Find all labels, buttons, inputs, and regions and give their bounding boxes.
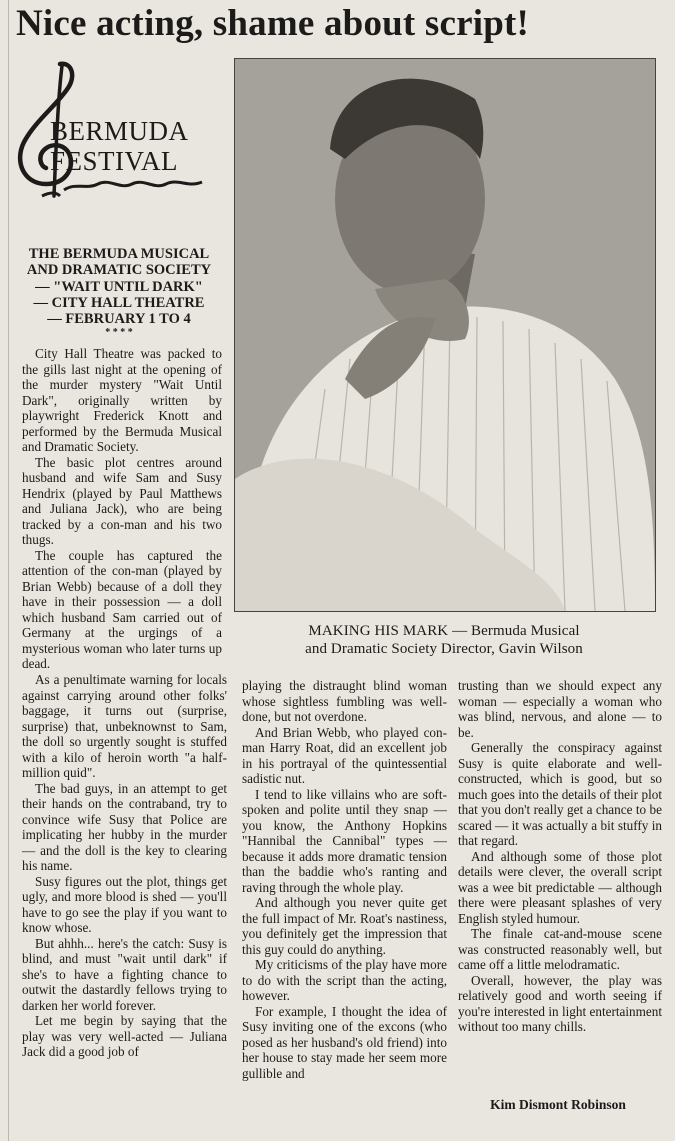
logo-line-2: FESTIVAL (50, 146, 179, 176)
paragraph: trusting than we should expect any woman — especially a woman who was blind, nervous, and alone — to be. (458, 678, 662, 740)
portrait-image (235, 59, 655, 611)
photo-caption (234, 622, 654, 658)
subheading-line: THE BERMUDA MUSICAL (28, 246, 210, 262)
paragraph: Overall, however, the play was relatively good and worth seeing if you're interested in light entertainment without too many chills. (458, 972, 662, 1034)
adjacent-column-edge (0, 0, 9, 1141)
bermuda-festival-logo (12, 58, 212, 198)
paragraph: The finale cat-and-mouse scene was constructed reasonably well, but came off a little melodramatic. (458, 926, 662, 972)
article-column-2 (242, 678, 447, 1081)
byline: Kim Dismont Robinson (490, 1097, 626, 1112)
director-photo (234, 58, 656, 612)
paragraph: Generally the conspiracy against Susy is quite elaborate and well-constructed, which is good, but so much goes into the details of their plot that you don't really get a chance to be scared — it was actually a bit stuffy in that regard. (458, 740, 662, 848)
paragraph: The couple has captured the attention of the con-man (played by Brian Webb) because of a doll they have in their possession — a doll which husband Sam carried out of Germany at the urgings of a mysterious woman who later turns up dead. (22, 547, 222, 671)
paragraph: Susy figures out the plot, things get ugly, and more blood is shed — you'll have to go see the play if you want to know whose. (22, 873, 227, 935)
paragraph: The basic plot centres around husband and wife Sam and Susy Hendrix (played by Paul Matthews and Juliana Jack), who are being tracked by a con-man and his two thugs. (22, 454, 222, 547)
subheading-line: — CITY HALL THEATRE (33, 294, 205, 311)
subheading-stars: * * * * (105, 327, 133, 339)
paragraph: And although you never quite get the full impact of Mr. Roat's nastiness, you definitely get the impression that this guy could do anything. (242, 895, 447, 957)
article-column-3 (458, 678, 662, 1035)
paragraph: For example, I thought the idea of Susy inviting one of the excons (who posed as her husband's old friend) into her house to stay made her seem more gullible and (242, 1003, 447, 1081)
article-subheading (18, 246, 220, 339)
paragraph: As a penultimate warning for locals against carrying around other folks' baggage, it turns out (surprise, surprise) that, unbeknownst to Sam, the doll so urgently sought is stuffed with a kilo of heroin worth "a half-million quid". (22, 672, 227, 780)
subheading-line: — FEBRUARY 1 TO 4 (47, 311, 191, 328)
paragraph: The bad guys, in an attempt to get their hands on the contraband, try to convince wife Susy that Police are implicating her hubby in the murder — and the doll is the key to clearing his name. (22, 780, 227, 873)
logo-line-1: BERMUDA (50, 116, 189, 146)
adjacent-column-edge-right (665, 0, 675, 1141)
paragraph: And Brian Webb, who played con-man Harry Roat, did an excellent job in his portrayal of the quintessential sadistic nut. (242, 724, 447, 786)
paragraph: playing the distraught blind woman whose sightless fumbling was well-done, but not overdone. (242, 678, 447, 724)
paragraph: But ahhh... here's the catch: Susy is blind, and must "wait until dark" if she's to have a fighting chance to outwit the dastardly fellows trying to darken her world forever. (22, 935, 227, 1013)
paragraph: My criticisms of the play have more to do with the script than the acting, however. (242, 957, 447, 1003)
caption-line: and Dramatic Society Director, Gavin Wilson (305, 641, 583, 657)
article-column-1-upper (22, 346, 222, 672)
paragraph: Let me begin by saying that the play was very well-acted — Juliana Jack did a good job of (22, 1013, 227, 1059)
subheading-line: AND DRAMATIC SOCIETY (26, 262, 212, 279)
caption-line: MAKING HIS MARK — Bermuda Musical (308, 623, 580, 639)
article-column-1-lower (22, 672, 227, 1060)
headline: Nice acting, shame about script! (16, 3, 530, 44)
subheading-line: — "WAIT UNTIL DARK" (35, 278, 203, 295)
paragraph: City Hall Theatre was packed to the gills last night at the opening of the murder mystery "Wait Until Dark", originally written by playwright Frederick Knott and performed by the Bermuda Musical and Dramatic Society. (22, 346, 222, 454)
paragraph: I tend to like villains who are soft-spoken and polite until they snap — you know, the Anthony Hopkins "Hannibal the Cannibal" types — because it adds more dramatic tension than the baddie who's ranting and raving through the whole play. (242, 786, 447, 895)
paragraph: And although some of those plot details were clever, the overall script was a wee bit predictable — although there were pleasant splashes of very English styled humour. (458, 848, 662, 926)
